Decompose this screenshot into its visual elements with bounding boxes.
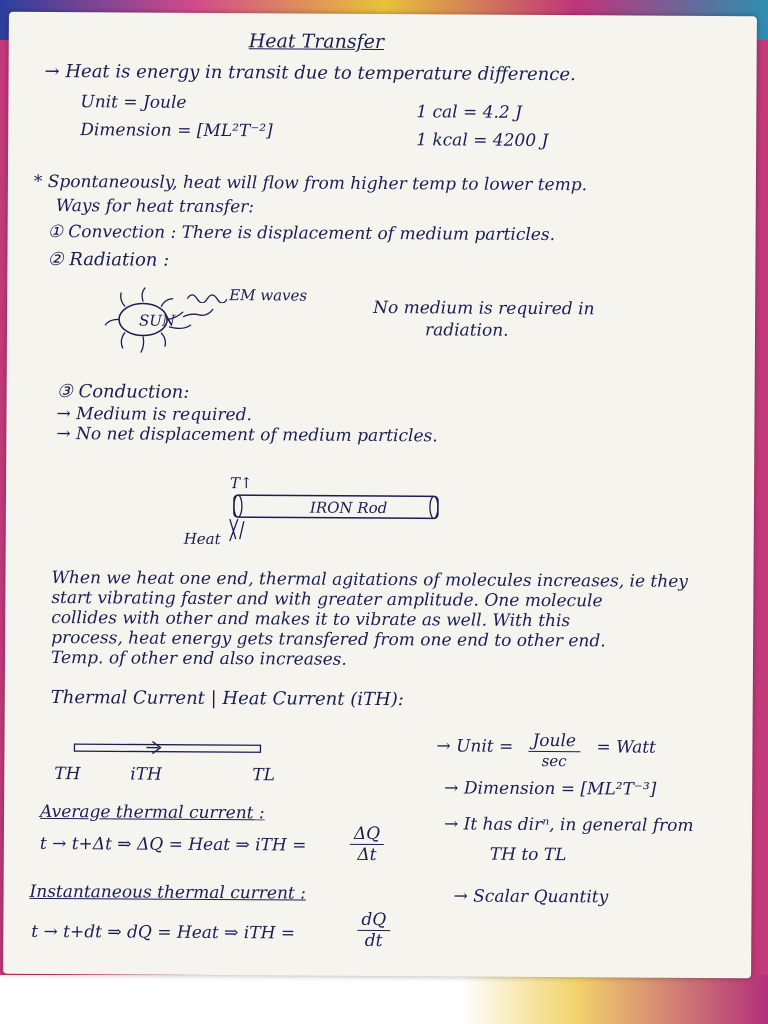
kcal-conversion: 1 kcal = 4200 J xyxy=(416,130,549,152)
heat-definition: → Heat is energy in transit due to temperature difference. xyxy=(44,60,576,86)
cal-conversion: 1 cal = 4.2 J xyxy=(416,102,523,123)
iron-rod-label: IRON Rod xyxy=(309,498,388,518)
ith-label: iTH xyxy=(130,764,162,785)
instantaneous-fraction xyxy=(357,910,390,951)
unit-suffix: = Watt xyxy=(596,737,656,758)
paragraph-line3: collides with other and makes it to vibrate as well. With this xyxy=(51,607,571,632)
conduction-point: ③ Conduction: xyxy=(56,381,190,403)
instantaneous-current-equation: t → t+dt ⇒ dQ = Heat ⇒ iTH = xyxy=(31,921,296,944)
notebook-page xyxy=(3,12,757,979)
unit-joule: Unit = Joule xyxy=(80,92,187,113)
scalar-quantity: → Scalar Quantity xyxy=(453,886,609,908)
th-label: TH xyxy=(54,764,81,785)
instantaneous-denominator: dt xyxy=(364,930,383,952)
instantaneous-numerator: dQ xyxy=(357,910,390,931)
unit-fraction xyxy=(528,731,580,770)
paragraph-line1: When we heat one end, thermal agitations of molecules increases, ie they xyxy=(51,567,688,592)
spontaneous-note: * Spontaneously, heat will flow from higher temp to lower temp. xyxy=(33,171,588,196)
average-current-equation: t → t+Δt ⇒ ΔQ = Heat ⇒ iTH = xyxy=(39,833,307,856)
em-waves-label: EM waves xyxy=(229,286,308,305)
radiation-point: ② Radiation : xyxy=(47,248,170,271)
unit-prefix: → Unit = xyxy=(436,736,514,757)
no-medium-line2: radiation. xyxy=(424,320,509,341)
thermal-current-rod xyxy=(70,738,270,759)
paragraph-line5: Temp. of other end also increases. xyxy=(50,647,347,670)
thermal-current-heading: Thermal Current | Heat Current (iTH): xyxy=(50,686,404,711)
paragraph-line4: process, heat energy gets transfered from one end to other end. xyxy=(51,627,606,652)
unit-denominator: sec xyxy=(541,751,567,771)
average-fraction xyxy=(350,824,384,865)
conduction-no-displacement: → No net displacement of medium particles. xyxy=(56,424,438,447)
unit-numerator: Joule xyxy=(528,731,580,752)
dimension-current: → Dimension = [ML²T⁻³] xyxy=(444,778,657,800)
instantaneous-current-heading: Instantaneous thermal current : xyxy=(29,881,306,904)
fabric-background-bottom xyxy=(0,975,768,1024)
average-numerator: ΔQ xyxy=(350,824,384,845)
paragraph-line2: start vibrating faster and with greater amplitude. One molecule xyxy=(51,587,603,612)
page-title: Heat Transfer xyxy=(248,30,385,54)
heat-label: Heat xyxy=(183,529,221,549)
tl-label: TL xyxy=(252,765,275,786)
direction-line2: TH to TL xyxy=(489,844,567,866)
temp-rise-label: T↑ xyxy=(230,474,253,493)
dimension-heat: Dimension = [ML²T⁻²] xyxy=(80,120,273,142)
direction-line1: → It has dirⁿ, in general from xyxy=(443,814,694,836)
no-medium-line1: No medium is required in xyxy=(373,297,595,320)
conduction-medium-required: → Medium is required. xyxy=(56,404,252,426)
em-waves-wiggle xyxy=(187,289,227,303)
sun-label: SUN xyxy=(139,311,176,330)
convection-point: ① Convection : There is displacement of medium particles. xyxy=(47,221,556,246)
average-denominator: Δt xyxy=(357,844,377,865)
average-current-heading: Average thermal current : xyxy=(39,801,265,824)
ways-heading: Ways for heat transfer: xyxy=(55,196,255,218)
